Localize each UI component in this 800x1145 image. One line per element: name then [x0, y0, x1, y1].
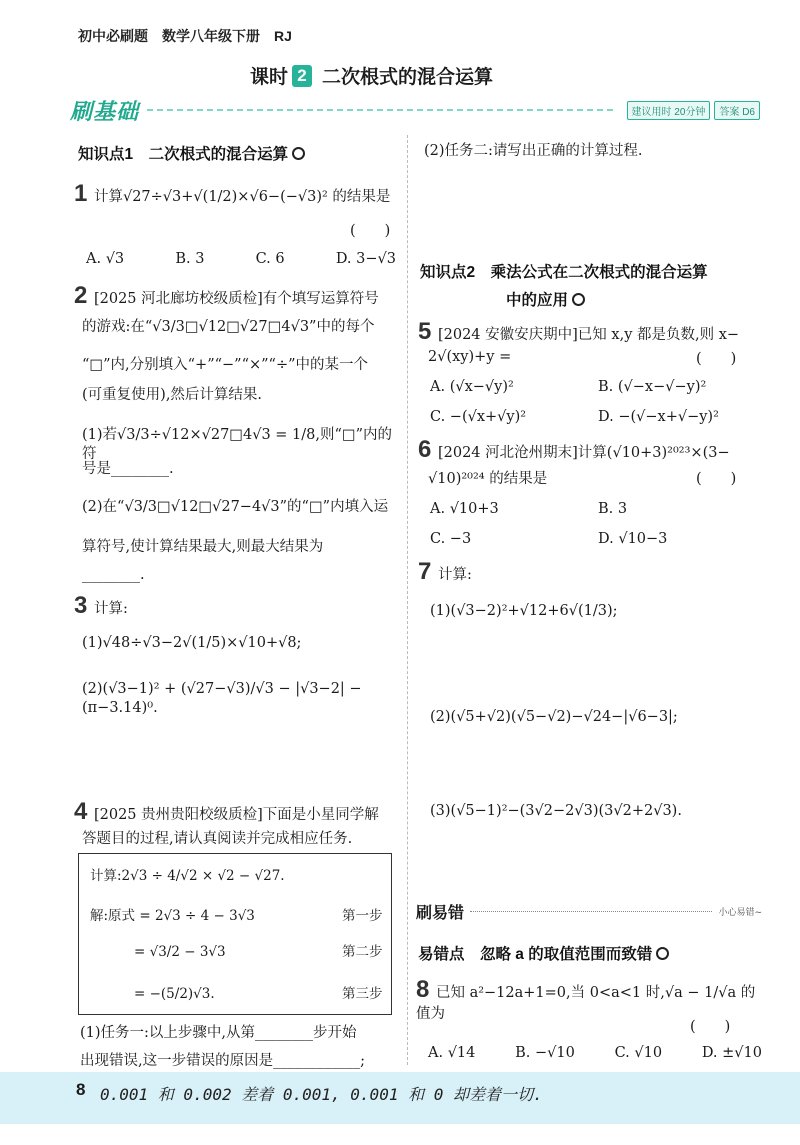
- q2-line: (可重复使用),然后计算结果.: [82, 387, 263, 403]
- q1-number: 1: [74, 180, 88, 207]
- error-point-label: 易错点 忽略 a 的取值范围而致错: [418, 946, 653, 963]
- error-logo: 刷易错: [416, 904, 465, 922]
- q2-line: (2)在“√3/3□√12□√27−4√3”的“□”内填入运: [82, 499, 389, 515]
- q6-option: D. √10−3: [598, 531, 668, 547]
- question-2: [74, 280, 404, 311]
- error-point: [418, 942, 669, 964]
- band-logo: 刷基础: [70, 98, 140, 124]
- book-header: 初中必刷题 数学八年级下册 RJ: [78, 28, 292, 44]
- lesson-prefix: 课时: [250, 66, 289, 88]
- q2-number: 2: [74, 282, 88, 309]
- q7-part: (1)(√3−2)²+√12+6√(1/3);: [430, 603, 618, 619]
- time-badge: 建议用时 20分钟: [627, 101, 711, 120]
- q8-option: A. √14: [428, 1045, 476, 1061]
- q8-text: 已知 a²−12a+1=0,当 0<a<1 时,√a − 1/√a 的值为: [416, 985, 756, 1023]
- q4-task1-line: (1)任务一:以上步骤中,从第________步开始: [80, 1025, 357, 1041]
- q4-task1-line: 出现错误,这一步错误的原因是____________;: [80, 1053, 365, 1069]
- q6-line: [2024 河北沧州期末]计算(√10+3)²⁰²³×(3−: [437, 445, 730, 461]
- q3-lead: 计算:: [93, 601, 128, 617]
- knowledge-point-1: [78, 142, 305, 164]
- box-step-3-label: 第三步: [342, 986, 383, 1002]
- q8-option: B. −√10: [515, 1045, 575, 1061]
- question-5: [418, 316, 764, 347]
- q6-line: √10)²⁰²⁴ 的结果是: [428, 471, 548, 487]
- target-icon: [656, 947, 669, 960]
- q2-line: [2025 河北廊坊校级质检]有个填写运算符号: [93, 291, 379, 307]
- q2-line: 号是________.: [82, 461, 174, 477]
- box-problem: 计算:2√3 ÷ 4/√2 × √2 − √27.: [90, 868, 285, 884]
- q4-line: [2025 贵州贵阳校级质检]下面是小星同学解: [93, 807, 379, 823]
- lesson-title: [250, 62, 493, 89]
- target-icon: [572, 293, 585, 306]
- box-step-3: = −(5/2)√3.: [134, 986, 215, 1002]
- q1-option: A. √3: [86, 251, 125, 267]
- box-step-2-label: 第二步: [342, 944, 383, 960]
- q3-part: (1)√48÷√3−2√(1/5)×√10+√8;: [82, 635, 302, 651]
- band-divider: [147, 109, 615, 111]
- q1-text: 计算√27÷√3+√(1/2)×√6−(−√3)² 的结果是: [93, 189, 391, 205]
- box-step-1: 解:原式 = 2√3 ÷ 4 − 3√3: [90, 908, 255, 924]
- error-divider: [470, 911, 712, 912]
- box-step-2: = √3/2 − 3√3: [134, 944, 226, 960]
- q1-options: [86, 250, 396, 269]
- q2-line: 的游戏:在“√3/3□√12□√27□4√3”中的每个: [82, 319, 375, 335]
- box-step-1-label: 第一步: [342, 908, 383, 924]
- q8-options: [428, 1044, 762, 1063]
- q5-paren: ( ): [696, 351, 737, 367]
- footer-motto: 0.001 和 0.002 差着 0.001, 0.001 和 0 却差着一切.: [100, 1085, 543, 1104]
- q1-option: D. 3−√3: [335, 251, 396, 267]
- q7-part: (3)(√5−1)²−(3√2−2√3)(3√2+2√3).: [430, 803, 682, 819]
- q4-task2: (2)任务二:请写出正确的计算过程.: [424, 143, 643, 159]
- knowledge-point-2: [420, 260, 765, 310]
- q8-number: 8: [416, 976, 430, 1003]
- question-3: [74, 590, 404, 621]
- q6-paren: ( ): [696, 471, 737, 487]
- answer-badge: 答案 D6: [714, 101, 760, 120]
- q7-lead: 计算:: [437, 567, 472, 583]
- kp2-line: 中的应用: [506, 292, 569, 309]
- target-icon: [292, 147, 305, 160]
- kp2-line: 知识点2 乘法公式在二次根式的混合运算: [420, 264, 708, 281]
- lesson-number: 2: [292, 65, 312, 87]
- q1-paren: ( ): [350, 223, 391, 239]
- q6-option: B. 3: [598, 501, 628, 517]
- q5-number: 5: [418, 318, 432, 345]
- question-7: [418, 556, 764, 587]
- q6-number: 6: [418, 436, 432, 463]
- q5-option: A. (√x−√y)²: [430, 379, 514, 395]
- q6-option: C. −3: [430, 531, 472, 547]
- q2-line: ________.: [82, 567, 145, 583]
- q5-option: D. −(√−x+√−y)²: [598, 409, 719, 425]
- q2-line: 算符号,使计算结果最大,则最大结果为: [82, 539, 324, 555]
- q1-option: C. 6: [255, 251, 285, 267]
- q2-line: (1)若√3/3÷√12×√27□4√3 = 1/8,则“□”内的符: [82, 427, 393, 462]
- column-divider: [407, 135, 408, 1065]
- q8-option: D. ±√10: [701, 1045, 762, 1061]
- q4-line: 答题目的过程,请认真阅读并完成相应任务.: [82, 831, 353, 847]
- q7-number: 7: [418, 558, 432, 585]
- question-1: [74, 178, 404, 209]
- q2-line: “□”内,分别填入“+”“−”“×”“÷”中的某一个: [82, 357, 369, 373]
- q7-part: (2)(√5+√2)(√5−√2)−√24−|√6−3|;: [430, 709, 678, 725]
- q6-option: A. √10+3: [430, 501, 499, 517]
- question-4: [74, 796, 404, 827]
- q5-option: B. (√−x−√−y)²: [598, 379, 707, 395]
- question-6: [418, 434, 764, 465]
- q3-part: (2)(√3−1)² + (√27−√3)/√3 − |√3−2| − (π−3.14)⁰.: [82, 681, 362, 716]
- q3-number: 3: [74, 592, 88, 619]
- page-number: 8: [76, 1080, 86, 1099]
- section-band: [70, 96, 760, 124]
- q8-paren: ( ): [690, 1019, 731, 1035]
- question-8: [416, 974, 764, 1024]
- lesson-name: 二次根式的混合运算: [322, 66, 494, 88]
- q5-option: C. −(√x+√y)²: [430, 409, 527, 425]
- q5-line: 2√(xy)+y =: [428, 349, 512, 365]
- q4-number: 4: [74, 798, 88, 825]
- kp1-label: 知识点1 二次根式的混合运算: [78, 146, 289, 163]
- q1-option: B. 3: [175, 251, 205, 267]
- q5-line: [2024 安徽安庆期中]已知 x,y 都是负数,则 x−: [437, 327, 740, 343]
- error-band: [416, 900, 762, 922]
- error-tail: 小心易错~: [718, 907, 762, 918]
- q8-option: C. √10: [614, 1045, 663, 1061]
